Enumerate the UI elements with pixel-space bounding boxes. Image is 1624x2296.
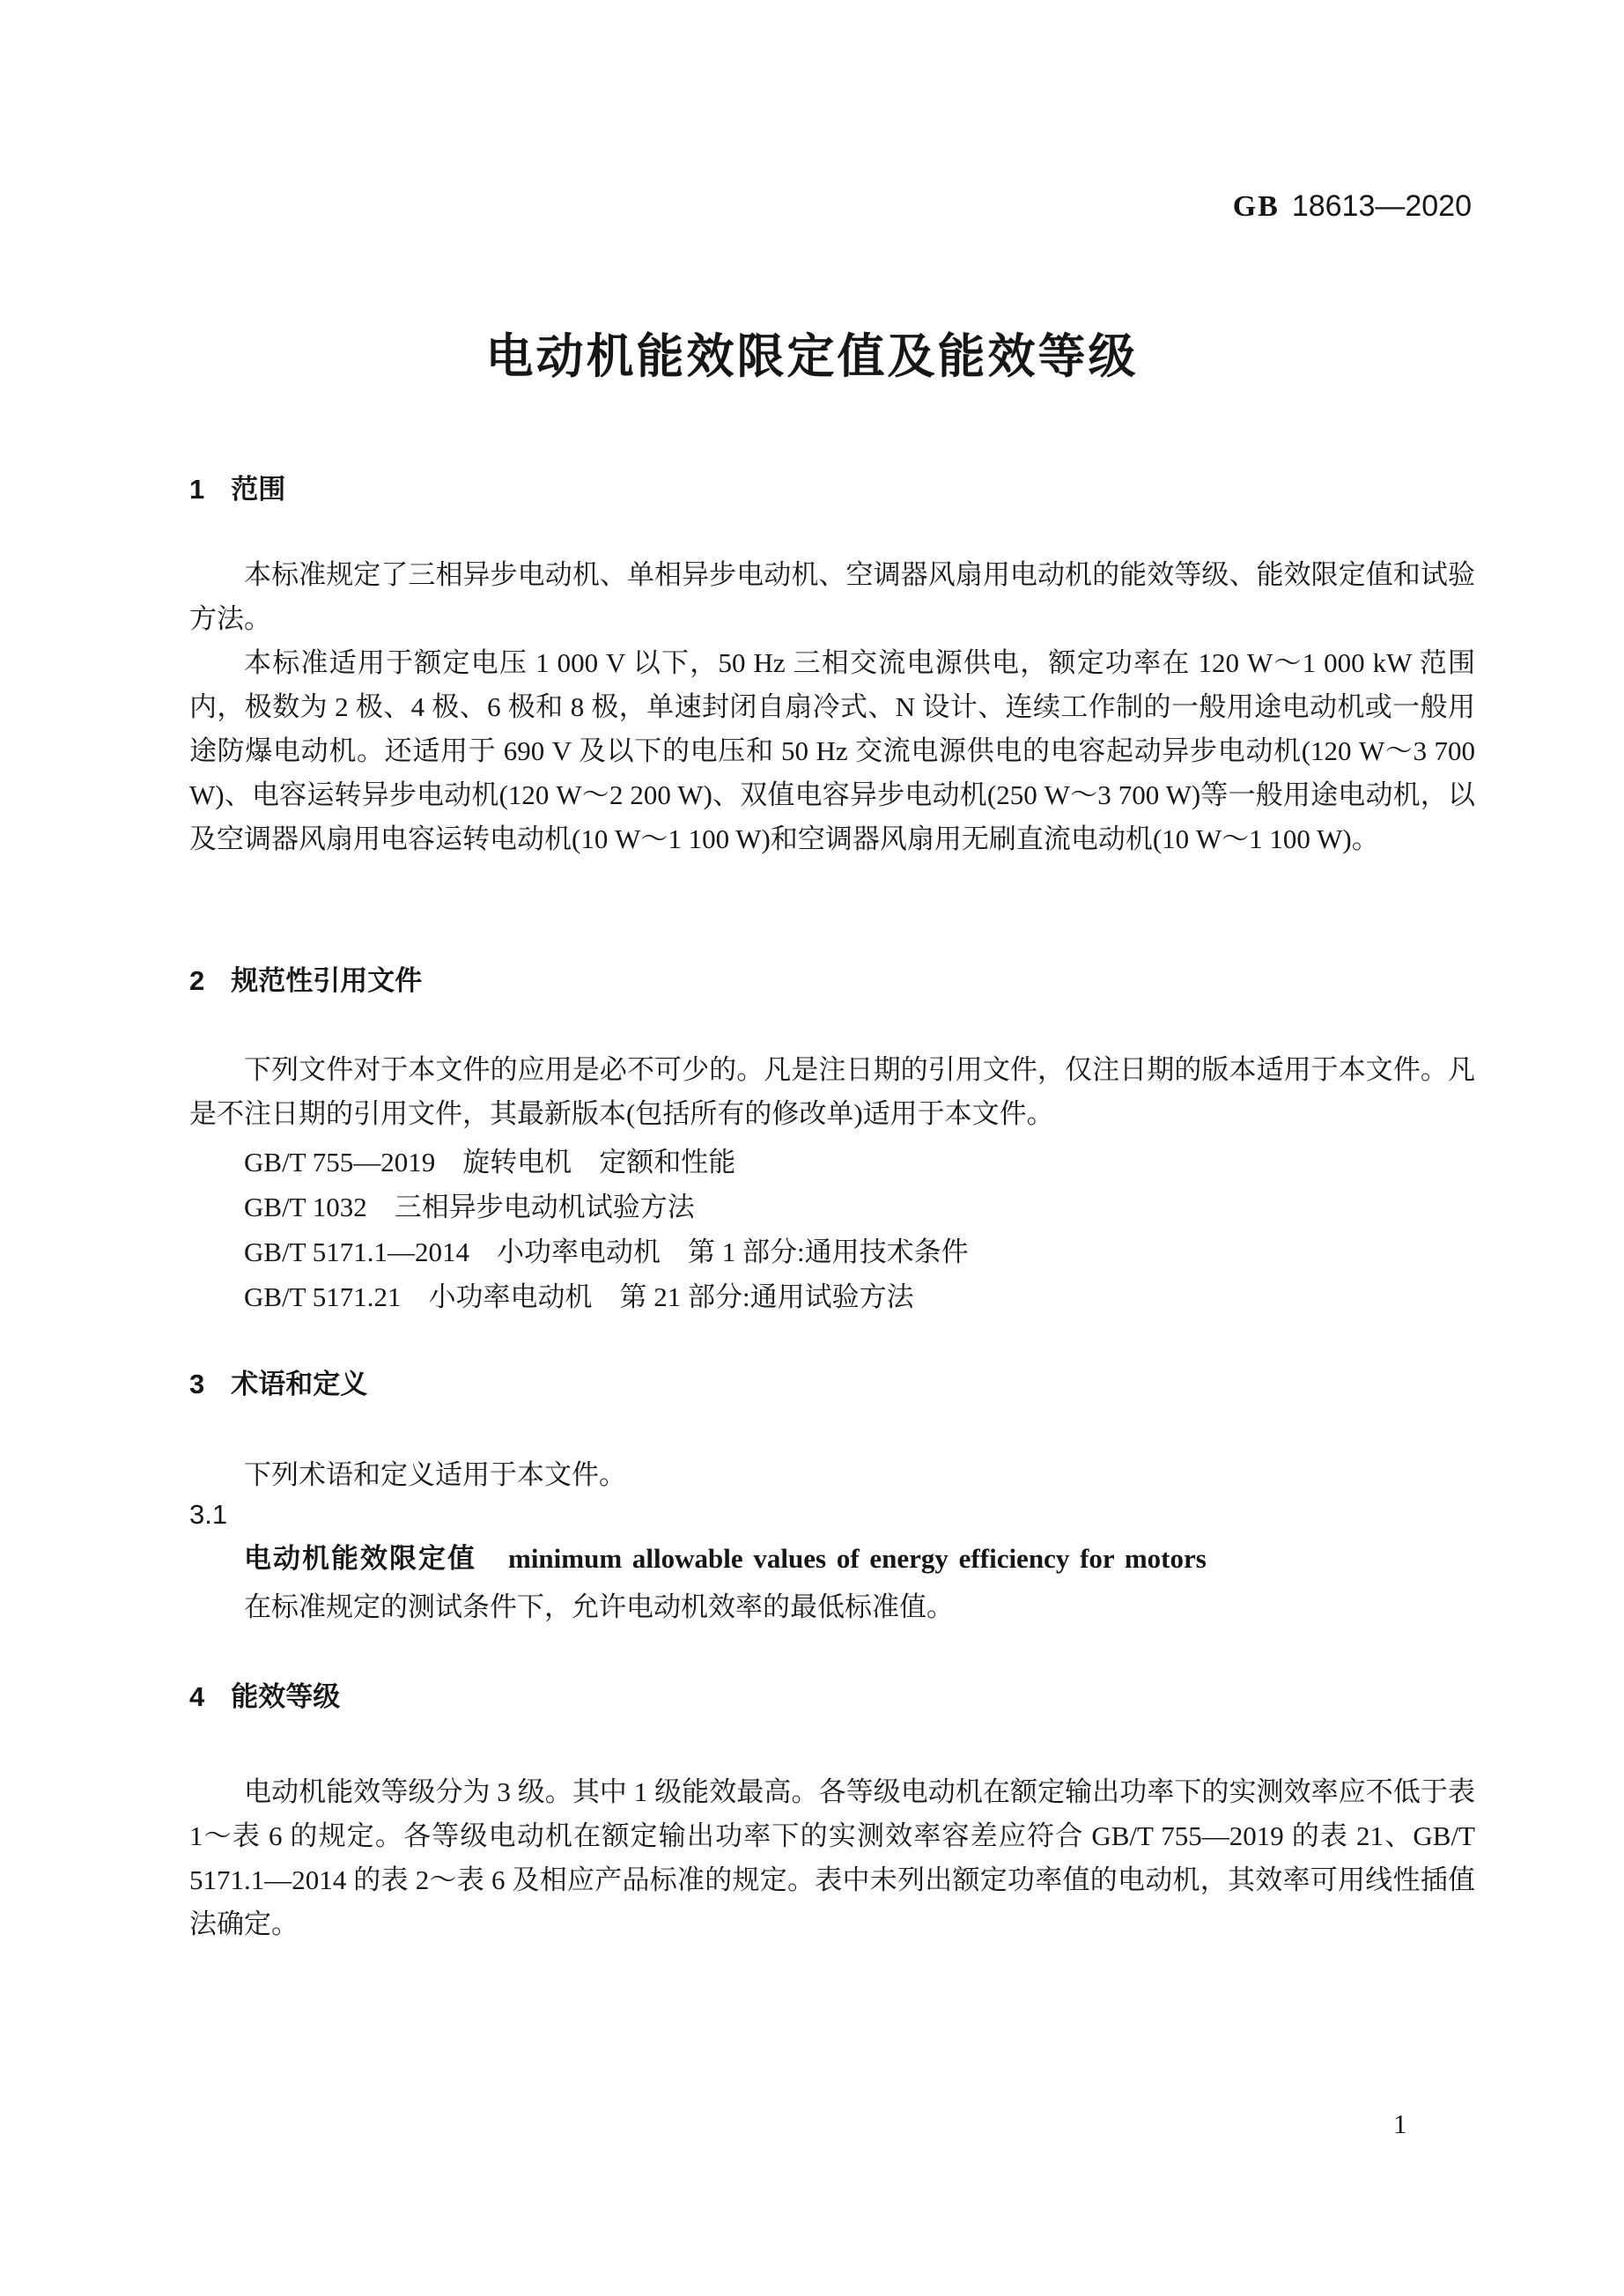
reference-item: GB/T 5171.1—2014 小功率电动机 第 1 部分:通用技术条件 xyxy=(244,1237,969,1267)
page-number: 1 xyxy=(1393,2108,1407,2139)
standard-number-code: 18613—2020 xyxy=(1291,189,1472,223)
term-definition-text xyxy=(189,1585,1475,1629)
reference-item: GB/T 755—2019 旋转电机 定额和性能 xyxy=(244,1147,736,1178)
section-1-number: 1 xyxy=(189,474,205,505)
section-2-paragraph-1 xyxy=(189,1048,1475,1136)
term-definition-line xyxy=(244,1539,1207,1578)
paragraph-text: 本标准适用于额定电压 1 000 V 以下，50 Hz 三相交流电源供电，额定功率在 120 W～1 000 kW 范围内，极数为 2 极、4 极、6 极和 8 极，单速封闭自扇冷式、N 设计、连续工作制的一般用途电动机或一般用途防爆电动机。还适用于 690 V 及以下的电压和 50 Hz 交流电源供电的电容起动异步电动机(120 W～3 700 W)、电容运转异步电动机(120 W～2 200 W)、双值电容异步电动机(250 W～3 700 W)等一般用途电动机，以及空调器风扇用电容运转电动机(10 W～1 100 W)和空调器风扇用无刷直流电动机(10 W～1 100 W)。 xyxy=(189,647,1475,854)
paragraph-text: 在标准规定的测试条件下，允许电动机效率的最低标准值。 xyxy=(244,1591,954,1622)
normative-references-list xyxy=(189,1140,1475,1319)
section-3-number: 3 xyxy=(189,1369,205,1399)
section-1-title: 范围 xyxy=(231,474,286,505)
paragraph-text: 下列术语和定义适用于本文件。 xyxy=(244,1459,626,1490)
document-title: 电动机能效限定值及能效等级 xyxy=(485,330,1139,383)
term-english: minimum allowable values of energy efficiency for motors xyxy=(508,1543,1207,1574)
clause-number: 3.1 xyxy=(189,1499,228,1530)
paragraph-text: 本标准规定了三相异步电动机、单相异步电动机、空调器风扇用电动机的能效等级、能效限定值和试验方法。 xyxy=(189,559,1475,634)
paragraph-text: 下列文件对于本文件的应用是必不可少的。凡是注日期的引用文件，仅注日期的版本适用于本文件。凡是不注日期的引用文件，其最新版本(包括所有的修改单)适用于本文件。 xyxy=(189,1054,1475,1129)
section-4-title: 能效等级 xyxy=(231,1681,341,1712)
section-3-heading xyxy=(189,1367,367,1402)
standard-number-prefix: GB xyxy=(1232,190,1280,223)
reference-item: GB/T 5171.21 小功率电动机 第 21 部分:通用试验方法 xyxy=(244,1281,914,1312)
section-1-paragraph-1 xyxy=(189,553,1475,641)
section-4-number: 4 xyxy=(189,1681,205,1712)
section-2-heading xyxy=(189,963,422,999)
reference-item: GB/T 1032 三相异步电动机试验方法 xyxy=(244,1192,695,1222)
section-1-paragraph-2 xyxy=(189,641,1475,861)
section-3-title: 术语和定义 xyxy=(231,1369,368,1399)
paragraph-text: 电动机能效等级分为 3 级。其中 1 级能效最高。各等级电动机在额定输出功率下的实测效率应不低于表 1～表 6 的规定。各等级电动机在额定输出功率下的实测效率容差应符合 GB/T 755—2019 的表 21、GB/T 5171.1—2014 的表 2～表 6 及相应产品标准的规定。表中未列出额定功率值的电动机，其效率可用线性插值法确定。 xyxy=(189,1776,1475,1939)
section-4-paragraph-1 xyxy=(189,1770,1475,1946)
standard-number xyxy=(1233,188,1472,225)
section-4-heading xyxy=(189,1680,340,1715)
section-2-number: 2 xyxy=(189,965,205,996)
term-chinese: 电动机能效限定值 xyxy=(244,1543,476,1574)
section-1-heading xyxy=(189,472,285,507)
section-3-paragraph-1 xyxy=(189,1453,1475,1497)
section-2-title: 规范性引用文件 xyxy=(231,965,423,996)
